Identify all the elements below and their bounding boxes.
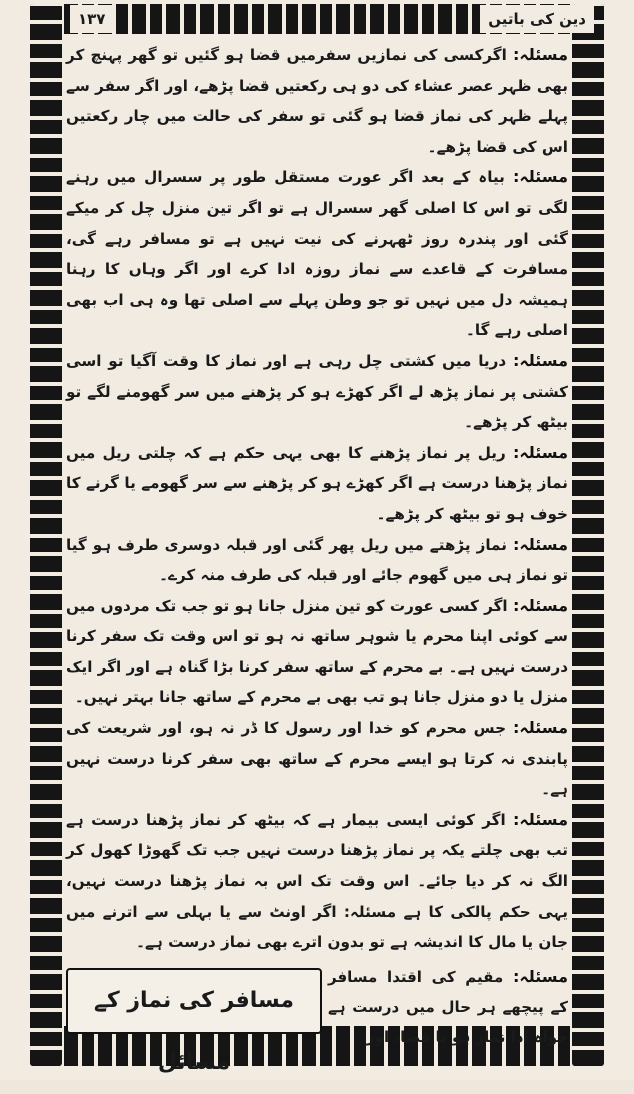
paragraph-text: نماز پڑھتے میں ریل پھر گئی اور قبلہ دوسری طرف ہو گیا تو نماز ہی میں گھوم جائے اور قبلہ کی طرف منہ کرے۔ (66, 535, 568, 585)
masla-keyword: مسئلہ: (512, 966, 568, 986)
masla-keyword: مسئلہ: (512, 350, 568, 370)
paragraph-text: مقیم کی اقتدا مسافر کے پیچھے ہر حال میں درست ہے خواہ ادا نماز ہو یا قضا، اور (328, 967, 568, 1046)
masla-keyword: مسئلہ: (512, 534, 568, 554)
paragraph-2 (66, 162, 568, 346)
section-start (66, 962, 568, 1075)
masla-keyword: مسئلہ: (512, 595, 569, 615)
paragraph-8 (66, 805, 568, 958)
section-heading-box: مسافر کی نماز کے مسائل (66, 968, 322, 1034)
paragraph-text: جس محرم کو خدا اور رسول کا ڈر نہ ہو، اور شریعت کی پابندی نہ کرتا ہو ایسے محرم کے ساتھ بھی سفر کرنا درست نہیں ہے۔ (66, 719, 568, 799)
paragraph-1 (66, 40, 568, 162)
running-header-title: دین کی باتیں (480, 5, 594, 33)
paragraph-6 (66, 591, 568, 713)
paragraph-5 (66, 530, 568, 591)
paragraph-text: اگر کوئی ایسی بیمار ہے کہ بیٹھ کر نماز پڑھنا درست ہے تب بھی چلتے یکہ پر نماز پڑھنا درست نہیں جب تک گھوڑا کھول کر الگ نہ کر دیا جائے۔ اس وقت تک اس بہ نماز پڑھنا درست نہیں، یہی حکم پالکی کا ہے مسئلہ: اگر اونٹ سے یا بہلی سے اترنے میں جان یا مال کا اندیشہ ہے تو بدون اترے بھی نماز درست ہے۔ (66, 810, 568, 952)
section-first-paragraph (328, 962, 568, 1052)
paragraph-text: اگرکسی کی نمازیں سفرمیں قضا ہو گئیں تو گھر پہنچ کر بھی ظہر عصر عشاء کی دو ہی رکعتیں قضا پڑھے، اور اگر سفر سے پہلے ظہر کی نماز قضا ہو گئی تو سفر کی حالت میں چار رکعتیں اس کی قضا پڑھے۔ (66, 46, 568, 156)
left-ornament-border (30, 4, 62, 1066)
masla-keyword: مسئلہ: (512, 718, 568, 738)
masla-keyword: مسئلہ: (512, 45, 568, 64)
right-ornament-border (572, 4, 604, 1066)
page-number: ۱۳۷ (70, 5, 113, 33)
paragraph-4 (66, 438, 568, 530)
masla-keyword: مسئلہ: (512, 442, 568, 462)
paragraph-text: ریل پر نماز پڑھنے کا بھی یہی حکم ہے کہ چلتی ریل میں نماز پڑھنا درست ہے اگر کھڑے ہو کر پڑھنے سے سر گھومے یا گرنے کا خوف ہو تو بیٹھ کر پڑھے۔ (66, 443, 568, 523)
paragraph-7 (66, 713, 568, 805)
paragraph-text: بیاہ کے بعد اگر عورت مستقل طور پر سسرال میں رہنے لگی تو اس کا اصلی گھر سسرال ہے تو اگر تین منزل چل کر میکے گئی اور پندرہ روز ٹھہرنے کی نیت نہیں ہے تو مسافر رہے گی، مسافرت کے قاعدے سے نماز روزہ ادا کرے اور اگر وہاں کا رہنا ہمیشہ دل میں نہیں تو جو وطن پہلے سے اصلی تھا وہ ہی اب بھی اصلی رہے گا۔ (66, 168, 568, 340)
masla-keyword: مسئلہ: (512, 167, 568, 187)
masla-keyword: مسئلہ: (512, 809, 568, 829)
page-content (66, 40, 569, 1075)
paragraph-text: اگر کسی عورت کو تین منزل جانا ہو تو جب تک مردوں میں سے کوئی اپنا محرم یا شوہر ساتھ نہ ہو تو اس وقت تک سفر کرنا درست نہیں ہے۔ بے محرم کے ساتھ سفر کرنا بڑا گناہ ہے اور اگر ایک منزل یا دو منزل جانا ہو تب بھی بے محرم کے ساتھ جانا بہتر نہیں۔ (66, 596, 568, 707)
paragraph-text: دریا میں کشتی چل رہی ہے اور نماز کا وقت آگیا تو اسی کشتی پر نماز پڑھ لے اگر کھڑے ہو کر پڑھنے میں سر گھومنے لگے تو بیٹھ کر پڑھے۔ (66, 351, 568, 432)
paragraph-3 (66, 346, 568, 438)
